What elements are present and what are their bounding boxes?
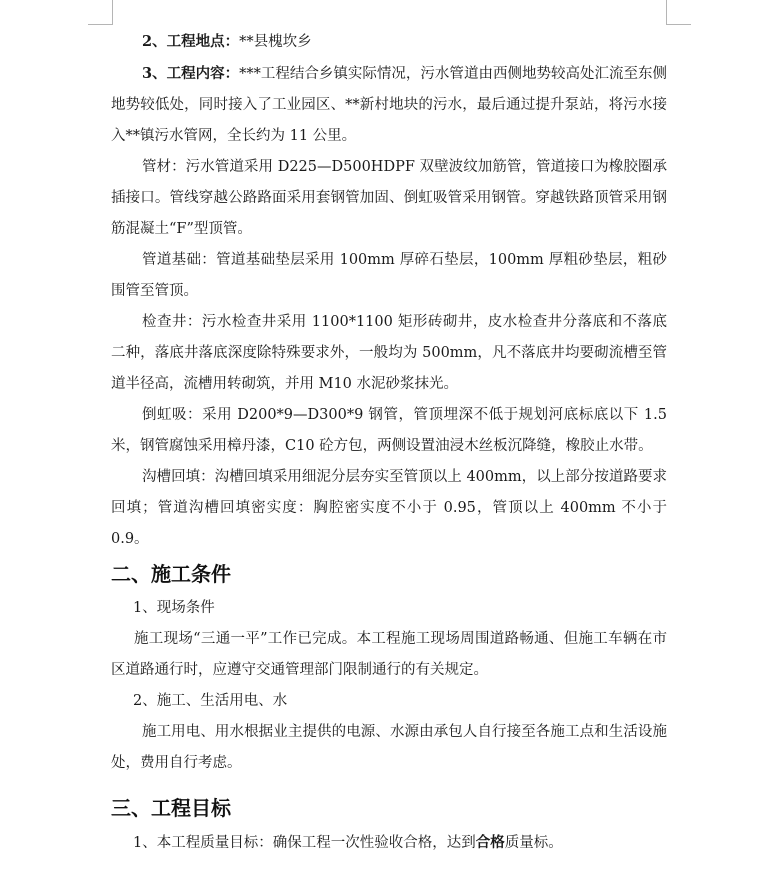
location-value: **县槐坎乡 xyxy=(239,34,312,50)
location-label: 2、工程地点： xyxy=(142,33,240,50)
paragraph-manhole: 检查井：污水检查井采用 1100*1100 矩形砖砌井，皮水检查井分落底和不落底二种，落底井落底深度除特殊要求外，一般均为 500mm，凡不落底井均要砌流槽至管道半径高，流槽用转砌筑，并用 M10 水泥砂浆抹光。 xyxy=(111,314,667,392)
page-corner-mark-left xyxy=(88,0,113,25)
paragraph-site-conditions: 施工现场“三通一平”工作已完成。本工程施工现场周围道路畅通、但施工车辆在市区道路通行时，应遵守交通管理部门限制通行的有关规定。 xyxy=(111,631,667,678)
quality-goal-text: 1、本工程质量目标：确保工程一次性验收合格，达到 xyxy=(133,835,476,851)
paragraph-quality-goal xyxy=(111,827,667,859)
paragraph-backfill: 沟槽回填：沟槽回填采用细泥分层夯实至管顶以上 400mm，以上部分按道路要求回填；管道沟槽回填密实度：胸腔密实度不小于 0.95，管顶以上 400mm 不小于 0.9。 xyxy=(111,469,667,547)
document-body xyxy=(111,26,667,859)
paragraph-utilities: 施工用电、用水根据业主提供的电源、水源由承包人自行接至各施工点和生活设施处，费用自行考虑。 xyxy=(111,724,667,771)
quality-goal-suffix: 质量标。 xyxy=(504,835,563,851)
quality-goal-emphasis: 合格 xyxy=(475,834,505,851)
heading-project-goals: 三、工程目标 xyxy=(111,796,231,820)
paragraph-siphon: 倒虹吸：采用 D200*9—D300*9 钢管，管顶埋深不低于规划河底标底以下 1.5 米，钢管腐蚀采用樟丹漆，C10 砼方包，两侧设置油浸木丝板沉降缝，橡胶止水带。 xyxy=(111,407,667,454)
page-corner-mark-right xyxy=(666,0,691,25)
paragraph-pipe-foundation: 管道基础：管道基础垫层采用 100mm 厚碎石垫层，100mm 厚粗砂垫层，粗砂围管至管顶。 xyxy=(111,252,667,299)
heading-construction-conditions: 二、施工条件 xyxy=(111,562,231,586)
paragraph-pipe-material: 管材：污水管道采用 D225—D500HDPF 双壁波纹加筋管，管道接口为橡胶圈承插接口。管线穿越公路路面采用套钢管加固、倒虹吸管采用钢管。穿越铁路顶管采用钢筋混凝土“F”型顶管。 xyxy=(111,159,667,237)
content-text: ***工程结合乡镇实际情况，污水管道由西侧地势较高处汇流至东侧地势较低处，同时接入了工业园区、**新村地块的污水，最后通过提升泵站，将污水接入**镇污水管网，全长约为 11 公里。 xyxy=(111,66,667,144)
paragraph-content xyxy=(111,58,667,152)
paragraph-location xyxy=(111,26,667,58)
subheading-site-conditions: 1、现场条件 xyxy=(133,600,215,616)
content-label: 3、工程内容： xyxy=(142,65,240,82)
subheading-utilities: 2、施工、生活用电、水 xyxy=(133,693,288,709)
